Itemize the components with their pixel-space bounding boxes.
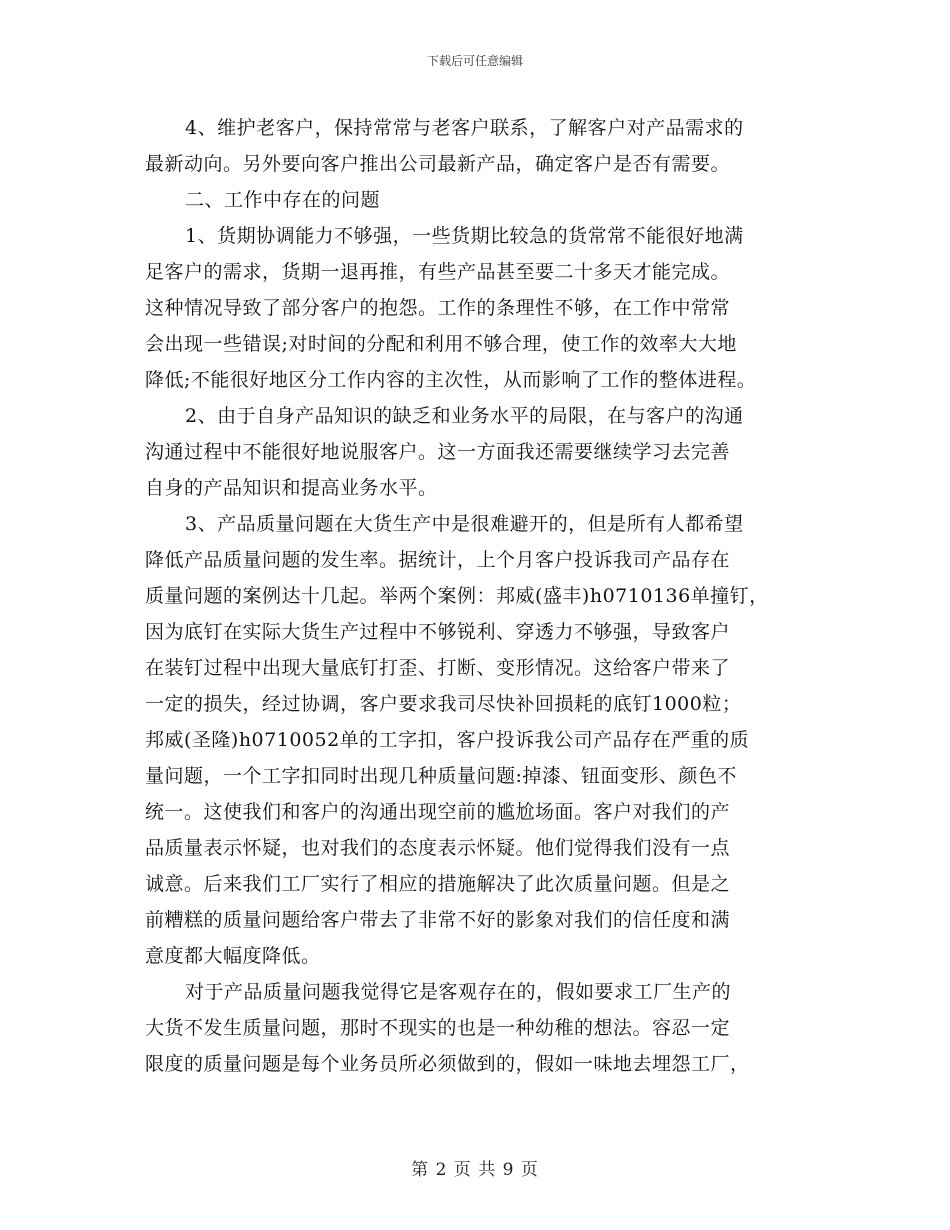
paragraph-delivery-coordination — [145, 218, 810, 398]
text-line: 对于产品质量问题我觉得它是客观存在的，假如要求工厂生产的 — [185, 981, 732, 1003]
text-line: 降低;不能很好地区分工作内容的主次性，从而影响了工作的整体进程。 — [145, 369, 757, 391]
text-line: 因为底钉在实际大货生产过程中不够锐利、穿透力不够强，导致客户 — [145, 621, 731, 643]
text-line: 自身的产品知识和提高业务水平。 — [145, 477, 438, 499]
text-line: 降低产品质量问题的发生率。据统计，上个月客户投诉我司产品存在 — [145, 549, 731, 571]
text-line: 最新动向。另外要向客户推出公司最新产品，确定客户是否有需要。 — [145, 153, 731, 175]
text-line: 诚意。后来我们工厂实行了相应的措施解决了此次质量问题。但是之 — [145, 873, 731, 895]
text-line: 4、维护老客户，保持常常与老客户联系，了解客户对产品需求的 — [185, 117, 744, 139]
text-line: 2、由于自身产品知识的缺乏和业务水平的局限，在与客户的沟通 — [185, 405, 744, 427]
section-heading-problems — [145, 182, 810, 218]
text-line: 质量问题的案例达十几起。举两个案例：邦威(盛丰)h0710136单撞钉， — [145, 585, 769, 607]
text-line: 品质量表示怀疑，也对我们的态度表示怀疑。他们觉得我们没有一点 — [145, 837, 731, 859]
text-line: 邦威(圣隆)h0710052单的工字扣，客户投诉我公司产品存在严重的质 — [145, 729, 750, 751]
text-line: 这种情况导致了部分客户的抱怨。工作的条理性不够，在工作中常常 — [145, 297, 731, 319]
text-line: 二、工作中存在的问题 — [185, 189, 381, 211]
text-line: 大货不发生质量问题，那时不现实的也是一种幼稚的想法。容忍一定 — [145, 1017, 731, 1039]
text-line: 3、产品质量问题在大货生产中是很难避开的，但是所有人都希望 — [185, 513, 744, 535]
text-line: 一定的损失，经过协调，客户要求我司尽快补回损耗的底钉1000粒； — [145, 693, 742, 715]
paragraph-maintain-old-customers — [145, 110, 810, 182]
text-line: 足客户的需求，货期一退再推，有些产品甚至要二十多天才能完成。 — [145, 261, 731, 283]
document-body — [145, 110, 810, 1082]
text-line: 沟通过程中不能很好地说服客户。这一方面我还需要继续学习去完善 — [145, 441, 731, 463]
page-number-footer: 第 2 页 共 9 页 — [411, 1160, 539, 1180]
text-line: 1、货期协调能力不够强，一些货期比较急的货常常不能很好地满 — [185, 225, 744, 247]
paragraph-quality-issues — [145, 506, 810, 974]
text-line: 限度的质量问题是每个业务员所必须做到的，假如一味地去埋怨工厂， — [145, 1053, 750, 1075]
paragraph-quality-view — [145, 974, 810, 1082]
text-line: 统一。这使我们和客户的沟通出现空前的尴尬场面。客户对我们的产 — [145, 801, 731, 823]
text-line: 量问题，一个工字扣同时出现几种质量问题:掉漆、钮面变形、颜色不 — [145, 765, 737, 787]
text-line: 前糟糕的质量问题给客户带去了非常不好的影象对我们的信任度和满 — [145, 909, 731, 931]
text-line: 会出现一些错误;对时间的分配和利用不够合理，使工作的效率大大地 — [145, 333, 737, 355]
header-note: 下载后可任意编辑 — [426, 54, 523, 68]
text-line: 在装钉过程中出现大量底钉打歪、打断、变形情况。这给客户带来了 — [145, 657, 731, 679]
text-line: 意度都大幅度降低。 — [145, 945, 321, 967]
paragraph-product-knowledge — [145, 398, 810, 506]
